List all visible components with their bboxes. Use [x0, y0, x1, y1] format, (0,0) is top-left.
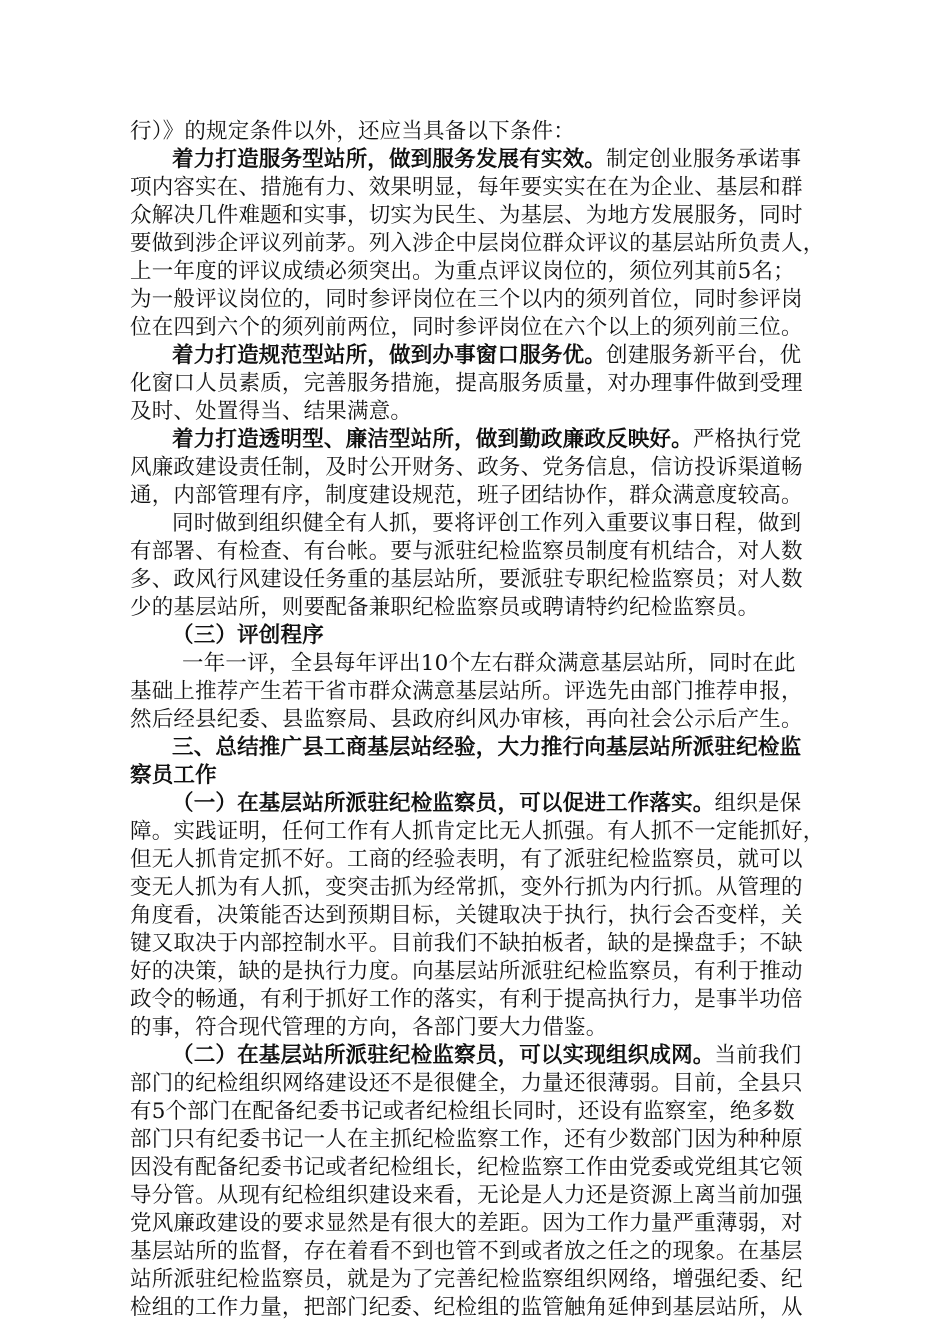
text-line: 上一年度的评议成绩必须突出。为重点评议岗位的，须位列其前5名； [130, 259, 795, 284]
paragraph-first-line [172, 342, 832, 370]
text-line: 角度看，决策能否达到预期目标，关键取决于执行，执行会否变样，关 [130, 903, 803, 928]
text-line: 基层站所的监督，存在着看不到也管不到或者放之任之的现象。在基层 [130, 1239, 803, 1264]
text-line: 行）》的规定条件以外，还应当具备以下条件： [130, 119, 575, 144]
text-line: 障。实践证明，任何工作有人抓肯定比无人抓强。有人抓不一定能抓好， [130, 819, 825, 844]
text-line: 变无人抓为有人抓，变突击抓为经常抓，变外行抓为内行抓。从管理的 [130, 875, 803, 900]
text-line: 及时、处置得当、结果满意。 [130, 399, 413, 424]
text-line: 多、政风行风建设任务重的基层站所，要派驻专职纪检监察员；对人数 [130, 567, 803, 592]
paragraph-text: 当前我们 [714, 1043, 802, 1068]
text-line: 党风廉政建设的要求显然是有很大的差距。因为工作力量严重薄弱，对 [130, 1211, 803, 1236]
text-line: 位在四到六个的须列前两位，同时参评岗位在六个以上的须列前三位。 [130, 315, 803, 340]
text-line: 基础上推荐产生若干省市群众满意基层站所。评选先由部门推荐申报， [130, 679, 803, 704]
bold-heading: （一）在基层站所派驻纪检监察员，可以促进工作落实。 [172, 791, 715, 816]
text-line: 风廉政建设责任制，及时公开财务、政务、党务信息，信访投诉渠道畅 [130, 455, 803, 480]
paragraph-first-line [172, 426, 832, 454]
paragraph-text: 创建服务新平台，优 [606, 343, 802, 368]
text-line: 一年一评，全县每年评出10个左右群众满意基层站所，同时在此 [182, 651, 796, 676]
paragraph-first-line [172, 1042, 832, 1070]
bold-heading: 着力打造规范型站所，做到办事窗口服务优。 [172, 343, 607, 368]
text-line: 部门只有纪委书记一人在主抓纪检监察工作，还有少数部门因为种种原 [130, 1127, 803, 1152]
text-line: 检组的工作力量，把部门纪委、纪检组的监管触角延伸到基层站所，从 [130, 1295, 803, 1320]
section-heading-continued: 察员工作 [130, 763, 217, 788]
bold-heading: 着力打造服务型站所，做到服务发展有实效。 [172, 147, 607, 172]
text-line: 有部署、有检查、有台帐。要与派驻纪检监察员制度有机结合，对人数 [130, 539, 803, 564]
text-line: 但无人抓肯定抓不好。工商的经验表明，有了派驻纪检监察员，就可以 [130, 847, 803, 872]
text-line: 同时做到组织健全有人抓，要将评创工作列入重要议事日程，做到 [172, 511, 802, 536]
text-line: 政令的畅通，有利于抓好工作的落实，有利于提高执行力，是事半功倍 [130, 987, 803, 1012]
text-line: 然后经县纪委、县监察局、县政府纠风办审核，再向社会公示后产生。 [130, 707, 803, 732]
bold-heading: （二）在基层站所派驻纪检监察员，可以实现组织成网。 [172, 1043, 715, 1068]
paragraph-first-line [172, 790, 832, 818]
text-line: 少的基层站所，则要配备兼职纪检监察员或聘请特约纪检监察员。 [130, 595, 760, 620]
paragraph-text: 严格执行党 [692, 427, 802, 452]
text-line: 通，内部管理有序，制度建设规范，班子团结协作，群众满意度较高。 [130, 483, 803, 508]
text-line: 导分管。从现有纪检组织建设来看，无论是人力还是资源上离当前加强 [130, 1183, 803, 1208]
text-line: 要做到涉企评议列前茅。列入涉企中层岗位群众评议的基层站所负责人， [130, 231, 825, 256]
paragraph-text: 组织是保 [714, 791, 802, 816]
text-line: 项内容实在、措施有力、效果明显，每年要实实在在为企业、基层和群 [130, 175, 803, 200]
text-line: 众解决几件难题和实事，切实为民生、为基层、为地方发展服务，同时 [130, 203, 803, 228]
text-line: 有5个部门在配备纪委书记或者纪检组长同时，还设有监察室，绝多数 [130, 1099, 795, 1124]
section-heading: 三、总结推广县工商基层站经验，大力推行向基层站所派驻纪检监 [172, 735, 802, 760]
text-line: 化窗口人员素质，完善服务措施，提高服务质量，对办理事件做到受理 [130, 371, 803, 396]
text-line: 为一般评议岗位的，同时参评岗位在三个以内的须列首位，同时参评岗 [130, 287, 803, 312]
paragraph-text: 制定创业服务承诺事 [606, 147, 802, 172]
text-line: 部门的纪检组织网络建设还不是很健全，力量还很薄弱。目前，全县只 [130, 1071, 803, 1096]
text-line: 好的决策，缺的是执行力度。向基层站所派驻纪检监察员，有利于推动 [130, 959, 803, 984]
text-line: 的事，符合现代管理的方向，各部门要大力借鉴。 [130, 1015, 608, 1040]
text-line: 站所派驻纪检监察员，就是为了完善纪检监察组织网络，增强纪委、纪 [130, 1267, 803, 1292]
text-line: 因没有配备纪委书记或者纪检组长，纪检监察工作由党委或党组其它领 [130, 1155, 803, 1180]
bold-heading: 着力打造透明型、廉洁型站所，做到勤政廉政反映好。 [172, 427, 693, 452]
text-line: 键又取决于内部控制水平。目前我们不缺拍板者，缺的是操盘手；不缺 [130, 931, 803, 956]
section-heading: （三）评创程序 [172, 623, 324, 648]
paragraph-first-line [172, 146, 832, 174]
